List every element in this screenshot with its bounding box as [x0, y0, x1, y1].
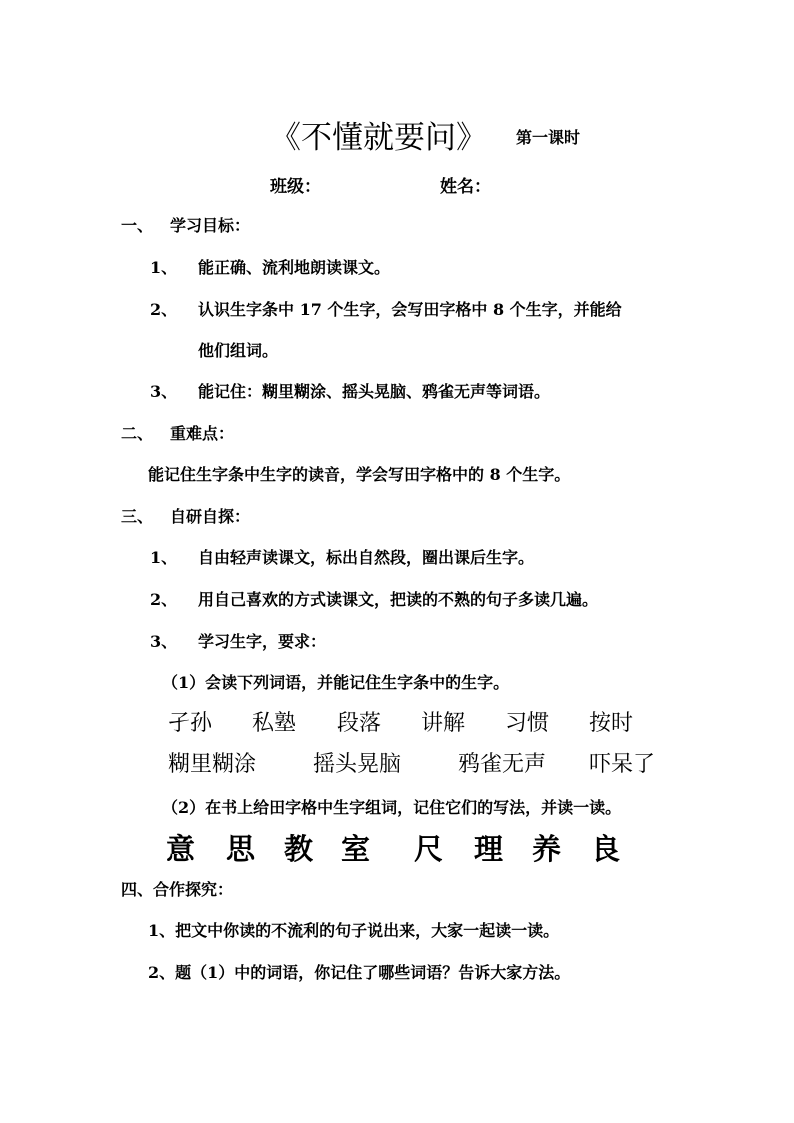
- section2-number: 二、: [121, 424, 154, 443]
- section3-sub2: （2）在书上给田字格中生字组词，记住它们的写法，并读一读。: [162, 798, 622, 817]
- section3-item2-number: 2、: [150, 590, 178, 609]
- section1-item3-number: 3、: [150, 382, 178, 401]
- word-item: 糊里糊涂: [168, 752, 257, 777]
- section3-item1-number: 1、: [150, 548, 178, 567]
- section4-heading: 四、合作探究：: [121, 880, 234, 899]
- char-item: 良: [591, 832, 621, 866]
- section3-item2-text: 用自己喜欢的方式读课文，把读的不熟的句子多读几遍。: [198, 590, 599, 609]
- word-item: 段落: [337, 711, 382, 736]
- section3-item3-text: 学习生字，要求：: [198, 632, 327, 651]
- section1-item2-continuation: 他们组词。: [198, 341, 279, 360]
- section2-body: 能记住生字条中生字的读音，学会写田字格中的 8 个生字。: [148, 465, 571, 484]
- section3-item3-number: 3、: [150, 632, 178, 651]
- char-item: 尺: [414, 832, 444, 866]
- section1-item1-text: 能正确、流利地朗读课文。: [198, 258, 391, 277]
- section3-number: 三、: [121, 507, 154, 526]
- name-label: 姓名：: [440, 177, 491, 197]
- section4-item1: 1、把文中你读的不流利的句子说出来，大家一起读一读。: [148, 921, 560, 940]
- word-item: 摇头晃脑: [313, 752, 402, 777]
- word-item: 私塾: [252, 711, 297, 736]
- char-item: 意: [166, 832, 196, 866]
- word-item: 吓呆了: [589, 752, 656, 777]
- word-item: 习惯: [505, 711, 550, 736]
- page-title: 《不懂就要问》: [270, 120, 487, 156]
- char-item: 思: [226, 832, 256, 866]
- page-subtitle: 第一课时: [516, 128, 581, 147]
- section1-heading: 学习目标：: [170, 216, 251, 235]
- word-item: 讲解: [421, 711, 466, 736]
- char-item: 理: [474, 832, 504, 866]
- word-item: 按时: [589, 711, 634, 736]
- section3-sub1: （1）会读下列词语，并能记住生字条中的生字。: [162, 673, 510, 692]
- section1-item2-number: 2、: [150, 300, 178, 319]
- section1-item1-number: 1、: [150, 258, 178, 277]
- section1-number: 一、: [121, 216, 154, 235]
- word-item: 孑孙: [168, 711, 213, 736]
- char-item: 室: [341, 832, 371, 866]
- section3-item1-text: 自由轻声读课文，标出自然段，圈出课后生字。: [198, 548, 535, 567]
- class-label: 班级：: [270, 177, 321, 197]
- char-item: 养: [532, 832, 562, 866]
- section3-heading: 自研自探：: [170, 507, 251, 526]
- section1-item3-text: 能记住：糊里糊涂、摇头晃脑、鸦雀无声等词语。: [198, 382, 551, 401]
- section4-item2: 2、题（1）中的词语，你记住了哪些词语？告诉大家方法。: [148, 963, 571, 982]
- section2-heading: 重难点：: [170, 424, 235, 443]
- char-item: 教: [284, 832, 314, 866]
- word-item: 鸦雀无声: [458, 752, 547, 777]
- section1-item2-text: 认识生字条中 17 个生字，会写田字格中 8 个生字，并能给: [198, 300, 622, 319]
